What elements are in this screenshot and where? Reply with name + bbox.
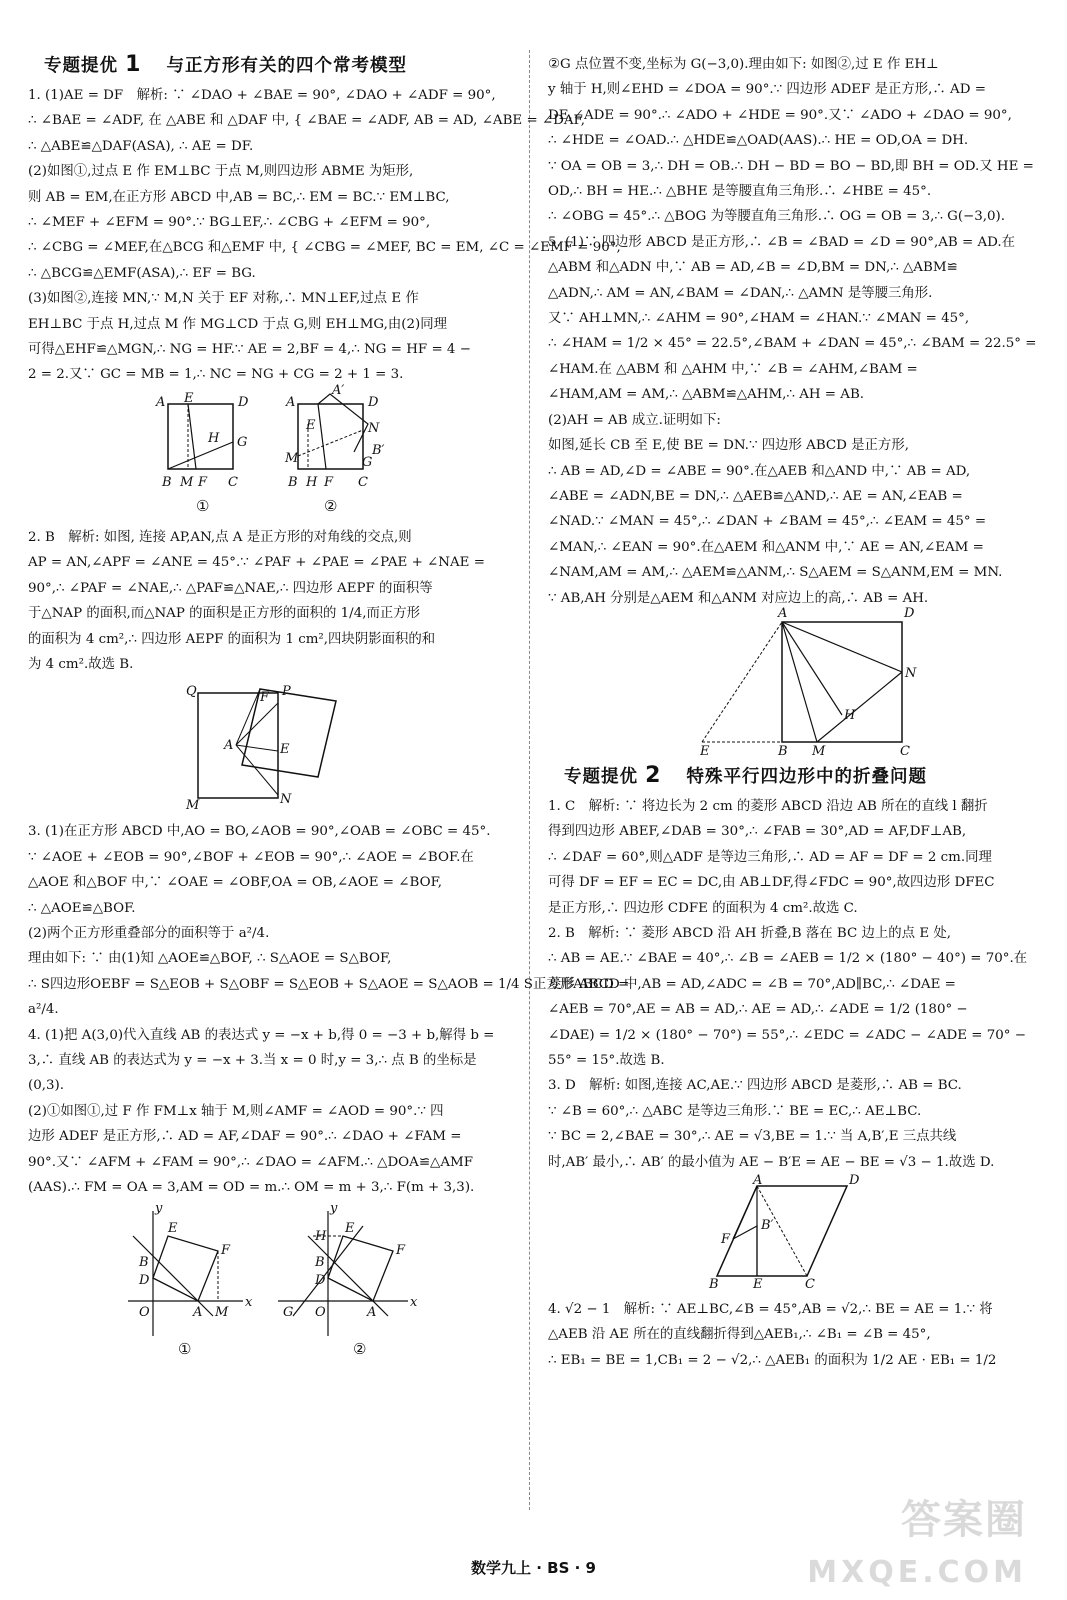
text-line: ∠DAE) = 1/2 × (180° − 70°) = 55°,∴ ∠EDC = ∠ADC − ∠ADE = 70° − bbox=[548, 1027, 1026, 1043]
text-line: 2. B 解析: 如图, 连接 AP,AN,点 A 是正方形的对角线的交点,则 bbox=[28, 529, 412, 545]
answer-block-1 bbox=[28, 83, 621, 388]
figure-q1-diagram-1 bbox=[155, 391, 249, 490]
text-line: (2)如图①,过点 E 作 EM⊥BC 于点 M,则四边形 ABME 为矩形, bbox=[28, 164, 414, 180]
text-line: ∴ ∠CBG = ∠MEF,在△BCG 和△EMF 中, { ∠CBG = ∠MEF, BC = EM, ∠C = ∠EMF = 90°, bbox=[28, 240, 621, 256]
text-line: a²/4. bbox=[28, 1002, 59, 1018]
figure-q4-caption-2: ② bbox=[353, 1340, 367, 1359]
text-line: 4. √2 − 1 解析: ∵ AE⊥BC,∠B = 45°,AB = √2,∴ BE = AE = 1.∵ 将 bbox=[548, 1302, 993, 1318]
text-line: 3. (1)在正方形 ABCD 中,AO = BO,∠AOB = 90°,∠OAB = ∠OBC = 45°. bbox=[28, 824, 491, 840]
text-line: OD,∴ BH = HE.∴ △BHE 是等腰直角三角形.∴ ∠HBE = 45°. bbox=[548, 184, 932, 200]
svg-text:D: D bbox=[903, 605, 914, 621]
svg-text:A: A bbox=[286, 394, 296, 410]
text-line: (2)AH = AB 成立.证明如下: bbox=[548, 412, 721, 428]
text-line: ∵ ∠B = 60°,∴ △ABC 是等边三角形.∵ BE = EC,∴ AE⊥BC. bbox=[548, 1103, 922, 1119]
text-line: ∵ OA = OB = 3,∴ DH = OB.∴ DH − BD = BO − BD,即 BH = OD.又 HE = bbox=[548, 158, 1034, 174]
figure-q1 bbox=[148, 382, 398, 519]
svg-text:H: H bbox=[315, 1229, 327, 1245]
svg-text:C: C bbox=[358, 474, 368, 490]
svg-text:E: E bbox=[699, 743, 709, 759]
answer-block-6 bbox=[548, 1297, 1045, 1373]
page-footer: 数学九上 · BS · 9 bbox=[471, 1559, 596, 1577]
svg-text:E: E bbox=[280, 742, 290, 758]
section-title-number: 1 bbox=[125, 52, 142, 77]
svg-text:G: G bbox=[237, 434, 248, 450]
text-line: 时,AB′ 最小,∴ AB′ 的最小值为 AE − B′E = AE − BE = √3 − 1.故选 D. bbox=[548, 1154, 995, 1170]
text-line: ∠HAM,AM = AM,∴ △ABM≌△AHM,∴ AH = AB. bbox=[548, 387, 865, 403]
svg-text:A: A bbox=[224, 738, 234, 754]
text-line: y 轴于 H,则∠EHD = ∠DOA = 90°.∵ 四边形 ADEF 是正方形,∴ AD = bbox=[548, 82, 986, 98]
svg-text:E: E bbox=[752, 1277, 762, 1293]
text-line: ∠HAM.在 △ABM 和 △AHM 中,∵ ∠B = ∠AHM,∠BAM = bbox=[548, 361, 918, 377]
text-line: ∠AEB = 70°,AE = AB = AD,∴ AE = AD,∴ ∠ADE = 1/2 (180° − bbox=[548, 1002, 968, 1018]
figure-q4-diagram-1 bbox=[128, 1201, 253, 1336]
text-line: ∴ ∠MEF + ∠EFM = 90°.∵ BG⊥EF,∴ ∠CBG + ∠EFM = 90°, bbox=[28, 215, 431, 231]
svg-text:D: D bbox=[315, 1273, 326, 1289]
figure-q3-rhombus bbox=[697, 1173, 897, 1293]
text-line: △AEB 沿 AE 所在的直线翻折得到△AEB₁,∴ ∠B₁ = ∠B = 45°, bbox=[548, 1327, 931, 1343]
svg-text:H: H bbox=[208, 430, 220, 446]
text-line: ∴ S四边形OEBF = S△EOB + S△OBF = S△EOB + S△AOE = S△AOB = 1/4 S正方形ABCD = bbox=[28, 976, 630, 992]
svg-text:Q: Q bbox=[186, 684, 197, 700]
section-title-text: 与正方形有关的四个常考模型 bbox=[166, 56, 407, 76]
svg-text:A: A bbox=[367, 1305, 377, 1321]
text-line: △ADN,∴ AM = AN,∠BAM = ∠DAN,∴ △AMN 是等腰三角形. bbox=[548, 285, 933, 301]
svg-text:E: E bbox=[168, 1221, 178, 1237]
text-line: 4. (1)把 A(3,0)代入直线 AB 的表达式 y = −x + b,得 0 = −3 + b,解得 b = bbox=[28, 1027, 495, 1043]
text-line: 2 = 2.又∵ GC = MB = 1,∴ NC = NG + CG = 2 + 1 = 3. bbox=[28, 367, 404, 383]
text-line: 为 4 cm².故选 B. bbox=[28, 656, 134, 672]
text-line: ∵ ∠AOE + ∠EOB = 90°,∠BOF + ∠EOB = 90°,∴ ∠AOE = ∠BOF.在 bbox=[28, 849, 474, 865]
text-line: 则 AB = EM,在正方形 ABCD 中,AB = BC,∴ EM = BC.∵ EM⊥BC, bbox=[28, 189, 450, 205]
text-line: (0,3). bbox=[28, 1078, 65, 1094]
svg-text:D: D bbox=[238, 394, 249, 410]
figure-q2 bbox=[178, 683, 368, 813]
svg-text:F: F bbox=[198, 474, 208, 490]
text-line: ∴ △BCG≌△EMF(ASA),∴ EF = BG. bbox=[28, 265, 256, 281]
svg-text:N: N bbox=[280, 792, 292, 808]
svg-text:P: P bbox=[282, 684, 291, 700]
text-line: (3)如图②,连接 MN,∵ M,N 关于 EF 对称,∴ MN⊥EF,过点 E 作 bbox=[28, 291, 419, 307]
answer-block-4 bbox=[548, 52, 1045, 611]
text-line: 3. D 解析: 如图,连接 AC,AE.∵ 四边形 ABCD 是菱形,∴ AB = BC. bbox=[548, 1078, 962, 1094]
section-title-2-number: 2 bbox=[645, 762, 662, 788]
svg-text:M: M bbox=[811, 743, 825, 759]
svg-text:G: G bbox=[362, 454, 373, 470]
text-line: DE,∠ADE = 90°.∴ ∠ADO + ∠HDE = 90°.又∵ ∠ADO + ∠DAO = 90°, bbox=[548, 107, 1012, 123]
section-title-1 bbox=[44, 52, 518, 79]
figure-q1-diagram-2 bbox=[284, 383, 385, 490]
svg-text:M: M bbox=[215, 1305, 229, 1321]
text-line: ∴ ∠HAM = 1/2 × 45° = 22.5°,∠BAM + ∠DAN = 45°,∴ ∠BAM = 22.5° = bbox=[548, 336, 1037, 352]
svg-text:y: y bbox=[330, 1201, 338, 1217]
svg-text:F: F bbox=[324, 474, 334, 490]
figure-q4 bbox=[123, 1201, 423, 1361]
text-line: 的面积为 4 cm²,∴ 四边形 AEPF 的面积为 1 cm²,四块阴影面积的和 bbox=[28, 631, 436, 647]
svg-text:M: M bbox=[180, 474, 194, 490]
answer-block-5 bbox=[548, 794, 1045, 1175]
section-title-2 bbox=[564, 763, 1045, 790]
svg-text:B′: B′ bbox=[372, 442, 385, 458]
text-line: ∠ABE = ∠ADN,BE = DN,∴ △AEB≌△AND,∴ AE = AN,∠EAB = bbox=[548, 488, 963, 504]
text-line: 可得△EHF≌△MGN,∴ NG = HF.∵ AE = 2,BF = 4,∴ NG = HF = 4 − bbox=[28, 342, 471, 358]
text-line: 菱形 ABCD 中,AB = AD,∠ADC = ∠B = 70°,AD∥BC,∴ ∠DAE = bbox=[548, 976, 956, 992]
svg-text:C: C bbox=[899, 743, 910, 759]
text-line: ∴ ∠DAF = 60°,则△ADF 是等边三角形,∴ AD = AF = DF = 2 cm.同理 bbox=[548, 849, 992, 865]
svg-text:B: B bbox=[315, 1255, 325, 1271]
figure-q1-caption-1: ① bbox=[196, 496, 210, 515]
svg-text:y: y bbox=[155, 1201, 163, 1217]
text-line: 1. (1)AE = DF 解析: ∵ ∠DAO + ∠BAE = 90°, ∠DAO + ∠ADF = 90°, bbox=[28, 88, 496, 103]
text-line: 90°,∴ ∠PAF = ∠NAE,∴ △PAF≌△NAE,∴ 四边形 AEPF 的面积等 bbox=[28, 580, 433, 596]
text-line: 边形 ADEF 是正方形,∴ AD = AF,∠DAF = 90°.∴ ∠DAO + ∠FAM = bbox=[28, 1129, 462, 1145]
svg-text:B: B bbox=[162, 474, 172, 490]
text-line: ∠MAN,∴ ∠EAN = 90°.在△AEM 和△ANM 中,∵ AE = AN,∠EAM = bbox=[548, 539, 984, 555]
svg-text:A: A bbox=[193, 1305, 203, 1321]
svg-text:O: O bbox=[139, 1305, 150, 1321]
text-line: ∴ ∠HDE = ∠OAD.∴ △HDE≌△OAD(AAS).∴ HE = OD,OA = DH. bbox=[548, 133, 969, 149]
text-line: ∴ ∠OBG = 45°.∴ △BOG 为等腰直角三角形.∴ OG = OB = 3,∴ G(−3,0). bbox=[548, 209, 1006, 225]
text-line: △AOE 和△BOF 中,∵ ∠OAE = ∠OBF,OA = OB,∠AOE = ∠BOF, bbox=[28, 875, 443, 891]
text-line: ∴ EB₁ = BE = 1,CB₁ = 2 − √2,∴ △AEB₁ 的面积为 1/2 AE · EB₁ = 1/2 bbox=[548, 1352, 997, 1368]
svg-text:B: B bbox=[708, 1277, 719, 1293]
svg-text:x: x bbox=[245, 1295, 253, 1311]
svg-text:B′: B′ bbox=[760, 1218, 774, 1234]
text-line: 理由如下: ∵ 由(1)知 △AOE≌△BOF, ∴ S△AOE = S△BOF, bbox=[28, 951, 392, 967]
text-line: 5. (1)∵ 四边形 ABCD 是正方形,∴ ∠B = ∠BAD = ∠D = 90°,AB = AD.在 bbox=[548, 234, 1016, 250]
column-divider bbox=[529, 50, 530, 1510]
text-line: ∴ ∠BAE = ∠ADF, 在 △ABE 和 △DAF 中, { ∠BAE = ∠ADF, AB = AD, ∠ABE = ∠DAF, bbox=[28, 113, 586, 129]
svg-text:O: O bbox=[315, 1305, 326, 1321]
svg-text:A′: A′ bbox=[332, 382, 345, 398]
text-line: ∴ AB = AE.∵ ∠BAE = 40°,∴ ∠B = ∠AEB = 1/2 × (180° − 40°) = 70°.在 bbox=[548, 951, 1028, 967]
text-line: 可得 DF = EF = EC = DC,由 AB⊥DF,得∠FDC = 90°,故四边形 DFEC bbox=[548, 875, 995, 891]
text-line: ∴ △ABE≌△DAF(ASA), ∴ AE = DF. bbox=[28, 138, 254, 154]
svg-text:G: G bbox=[283, 1305, 294, 1321]
figure-q5 bbox=[682, 605, 916, 759]
text-line: 3,∴ 直线 AB 的表达式为 y = −x + 3.当 x = 0 时,y = 3,∴ 点 B 的坐标是 bbox=[28, 1052, 477, 1068]
svg-text:D: D bbox=[368, 394, 379, 410]
answer-block-2 bbox=[28, 525, 518, 677]
text-line: 是正方形,∴ 四边形 CDFE 的面积为 4 cm².故选 C. bbox=[548, 900, 858, 916]
svg-text:N: N bbox=[904, 665, 916, 681]
text-line: 2. B 解析: ∵ 菱形 ABCD 沿 AH 折叠,B 落在 BC 边上的点 E 处, bbox=[548, 925, 952, 941]
svg-text:C: C bbox=[804, 1277, 815, 1293]
text-line: 1. C 解析: ∵ 将边长为 2 cm 的菱形 ABCD 沿边 AB 所在的直线 l 翻折 bbox=[548, 798, 988, 814]
svg-text:E: E bbox=[306, 417, 316, 433]
text-line: 得到四边形 ABEF,∠DAB = 30°,∴ ∠FAB = 30°,AD = AF,DF⊥AB, bbox=[548, 824, 967, 840]
svg-text:B: B bbox=[777, 743, 788, 759]
svg-text:C: C bbox=[228, 474, 238, 490]
text-line: ∵ BC = 2,∠BAE = 30°,∴ AE = √3,BE = 1.∵ 当 A,B′,E 三点共线 bbox=[548, 1129, 957, 1145]
text-line: △ABM 和△ADN 中,∵ AB = AD,∠B = ∠D,BM = DN,∴ △ABM≌ bbox=[548, 260, 958, 276]
figure-q1-caption-2: ② bbox=[324, 496, 338, 515]
svg-text:H: H bbox=[843, 707, 855, 723]
svg-text:x: x bbox=[410, 1295, 418, 1311]
text-line: (2)①如图①,过 F 作 FM⊥x 轴于 M,则∠AMF = ∠AOD = 90°.∵ 四 bbox=[28, 1103, 444, 1119]
svg-text:F: F bbox=[260, 690, 270, 706]
svg-text:A: A bbox=[752, 1173, 762, 1189]
svg-text:N: N bbox=[368, 420, 380, 436]
text-line: (2)两个正方形重叠部分的面积等于 a²/4. bbox=[28, 925, 270, 941]
text-line: ∠NAD.∵ ∠MAN = 45°,∴ ∠DAN + ∠BAM = 45°,∴ ∠EAM = 45° = bbox=[548, 514, 987, 530]
svg-text:M: M bbox=[285, 450, 299, 466]
svg-text:B: B bbox=[139, 1255, 149, 1271]
text-line: 55° = 15°.故选 B. bbox=[548, 1053, 665, 1068]
text-line: 90°.又∵ ∠AFM + ∠FAM = 90°,∴ ∠DAO = ∠AFM.∴ △DOA≌△AMF bbox=[28, 1154, 474, 1170]
watermark-logo: 答案圈 bbox=[901, 1497, 1027, 1543]
svg-text:M: M bbox=[186, 798, 200, 814]
figure-q4-caption-1: ① bbox=[178, 1340, 192, 1359]
svg-text:H: H bbox=[306, 474, 318, 490]
text-line: 如图,延长 CB 至 E,使 BE = DN.∵ 四边形 ABCD 是正方形, bbox=[548, 438, 909, 454]
svg-text:F: F bbox=[396, 1243, 406, 1259]
section-title-2-prefix: 专题提优 bbox=[564, 766, 638, 787]
text-line: ∵ AB,AH 分别是△AEM 和△ANM 对应边上的高,∴ AB = AH. bbox=[548, 590, 929, 606]
text-line: ∴ △AOE≌△BOF. bbox=[28, 900, 136, 916]
svg-text:E: E bbox=[184, 390, 194, 406]
svg-text:D: D bbox=[848, 1173, 859, 1189]
svg-text:F: F bbox=[221, 1243, 231, 1259]
text-line: ②G 点位置不变,坐标为 G(−3,0).理由如下: 如图②,过 E 作 EH⊥ bbox=[548, 57, 939, 72]
svg-text:A: A bbox=[156, 394, 166, 410]
svg-text:A: A bbox=[777, 605, 787, 621]
text-line: 于△NAP 的面积,而△NAP 的面积是正方形的面积的 1/4,而正方形 bbox=[28, 606, 421, 622]
text-line: AP = AN,∠APF = ∠ANE = 45°.∵ ∠PAF + ∠PAE = ∠PAE + ∠NAE = bbox=[28, 555, 485, 571]
svg-text:F: F bbox=[720, 1232, 730, 1248]
right-column bbox=[548, 52, 1045, 1373]
watermark-url: MXQE.COM bbox=[807, 1555, 1027, 1590]
text-line: ∴ AB = AD,∠D = ∠ABE = 90°.在△AEB 和△AND 中,∵ AB = AD, bbox=[548, 463, 971, 479]
svg-text:B: B bbox=[288, 474, 298, 490]
section-title-2-text: 特殊平行四边形中的折叠问题 bbox=[686, 766, 927, 787]
section-title-prefix: 专题提优 bbox=[44, 56, 118, 76]
text-line: ∠NAM,AM = AM,∴ △AEM≌△ANM,∴ S△AEM = S△ANM,EM = MN. bbox=[548, 565, 1003, 581]
figure-q4-diagram-2 bbox=[278, 1201, 418, 1336]
text-line: EH⊥BC 于点 H,过点 M 作 MG⊥CD 于点 G,则 EH⊥MG,由(2)同理 bbox=[28, 316, 448, 332]
svg-text:E: E bbox=[345, 1221, 355, 1237]
text-line: 又∵ AH⊥MN,∴ ∠AHM = 90°,∠HAM = ∠HAN.∵ ∠MAN = 45°, bbox=[548, 311, 970, 327]
text-line: (AAS).∴ FM = OA = 3,AM = OD = m.∴ OM = m + 3,∴ F(m + 3,3). bbox=[28, 1180, 475, 1195]
svg-text:D: D bbox=[139, 1273, 150, 1289]
